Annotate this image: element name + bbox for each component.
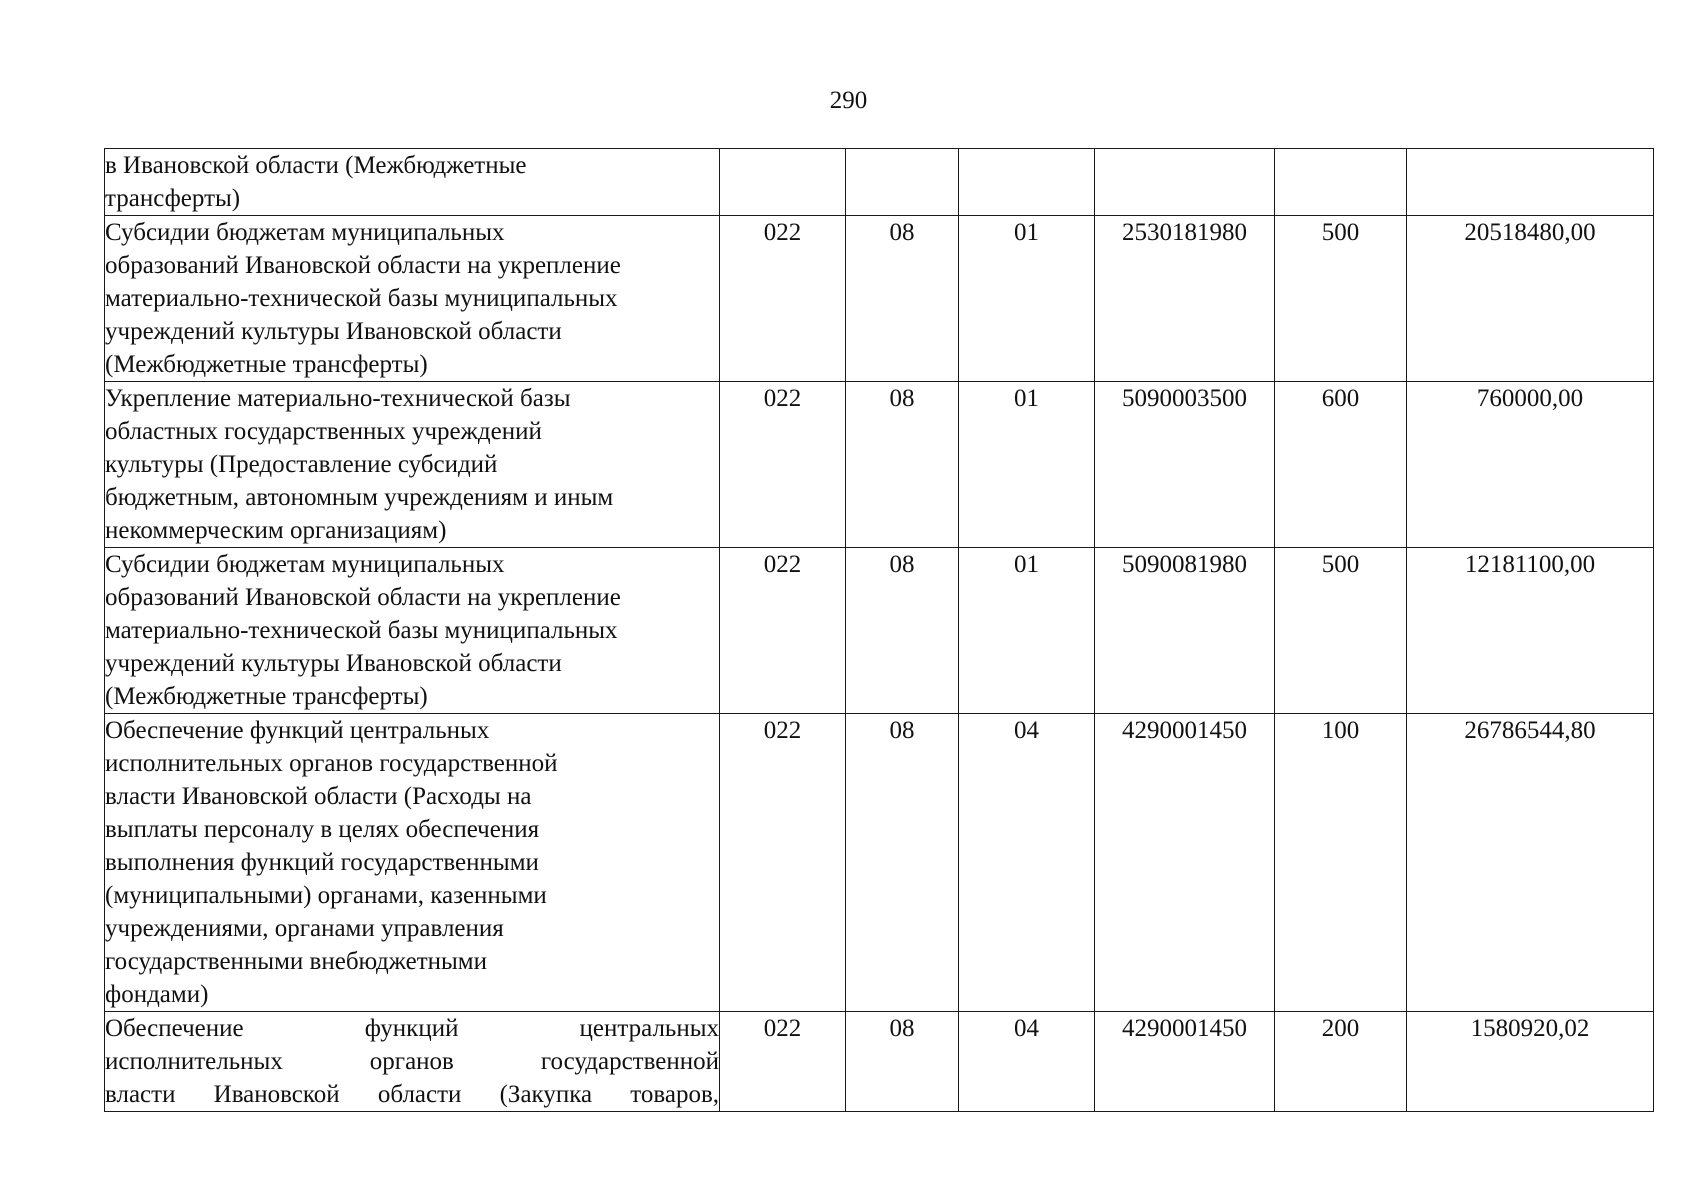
description-line: учреждений культуры Ивановской области	[105, 650, 562, 677]
row-description	[105, 216, 720, 382]
subsection-code: 01	[959, 216, 1095, 382]
description-line: (Межбюджетные трансферты)	[105, 683, 428, 710]
description-line: материально-технической базы муниципальных	[105, 285, 618, 312]
row-description	[105, 149, 720, 216]
amount: 20518480,00	[1407, 216, 1654, 382]
expense-type-code: 600	[1275, 382, 1407, 548]
amount: 26786544,80	[1407, 714, 1654, 1012]
grbs-code: 022	[720, 216, 846, 382]
row-description	[105, 548, 720, 714]
description-line: материально-технической базы муниципальных	[105, 617, 618, 644]
subsection-code: 04	[959, 1012, 1095, 1112]
grbs-code: 022	[720, 382, 846, 548]
section-code: 08	[846, 216, 959, 382]
grbs-code: 022	[720, 548, 846, 714]
description-line: выполнения функций государственными	[105, 849, 539, 876]
row-description	[105, 1012, 720, 1112]
expense-type-code: 200	[1275, 1012, 1407, 1112]
description-line: в Ивановской области (Межбюджетные	[105, 152, 527, 179]
target-item-code: 5090003500	[1095, 382, 1275, 548]
description-line: исполнительных органов государственной	[105, 750, 558, 777]
grbs-code	[720, 149, 846, 216]
description-line: некоммерческим организациям)	[105, 517, 447, 544]
target-item-code: 4290001450	[1095, 714, 1275, 1012]
amount: 12181100,00	[1407, 548, 1654, 714]
section-code: 08	[846, 382, 959, 548]
amount	[1407, 149, 1654, 216]
description-line: областных государственных учреждений	[105, 418, 542, 445]
section-code: 08	[846, 714, 959, 1012]
description-line: (муниципальными) органами, казенными	[105, 882, 547, 909]
description-line: государственными внебюджетными	[105, 948, 488, 975]
section-code: 08	[846, 548, 959, 714]
description-line: культуры (Предоставление субсидий	[105, 451, 498, 478]
target-item-code: 2530181980	[1095, 216, 1275, 382]
description-line: власти Ивановской области (Расходы на	[105, 783, 532, 810]
row-description	[105, 714, 720, 1012]
row-description	[105, 382, 720, 548]
description-line: Укрепление материально-технической базы	[105, 385, 571, 412]
grbs-code: 022	[720, 1012, 846, 1112]
description-line: исполнительных органов государственной	[105, 1048, 719, 1075]
description-line: учреждениями, органами управления	[105, 915, 504, 942]
budget-table	[104, 148, 1654, 1112]
expense-type-code: 100	[1275, 714, 1407, 1012]
expense-type-code	[1275, 149, 1407, 216]
amount: 1580920,02	[1407, 1012, 1654, 1112]
table-row	[105, 1012, 1654, 1112]
description-line: Обеспечение функций центральных	[105, 717, 490, 744]
description-line: фондами)	[105, 981, 209, 1008]
description-line: Субсидии бюджетам муниципальных	[105, 219, 505, 246]
description-line: трансферты)	[105, 185, 241, 212]
description-line: власти Ивановской области (Закупка товаров,	[105, 1081, 719, 1108]
expense-type-code: 500	[1275, 216, 1407, 382]
table-row	[105, 216, 1654, 382]
target-item-code: 5090081980	[1095, 548, 1275, 714]
description-line: (Межбюджетные трансферты)	[105, 351, 428, 378]
subsection-code	[959, 149, 1095, 216]
description-line: учреждений культуры Ивановской области	[105, 318, 562, 345]
subsection-code: 01	[959, 382, 1095, 548]
expense-type-code: 500	[1275, 548, 1407, 714]
description-line: выплаты персоналу в целях обеспечения	[105, 816, 540, 843]
amount: 760000,00	[1407, 382, 1654, 548]
grbs-code: 022	[720, 714, 846, 1012]
target-item-code	[1095, 149, 1275, 216]
table-row	[105, 714, 1654, 1012]
description-line: бюджетным, автономным учреждениям и иным	[105, 484, 614, 511]
page-number: 290	[829, 87, 868, 114]
table-row	[105, 548, 1654, 714]
description-line: образований Ивановской области на укрепление	[105, 584, 621, 611]
description-line: Обеспечение функций центральных	[105, 1015, 719, 1042]
target-item-code: 4290001450	[1095, 1012, 1275, 1112]
section-code	[846, 149, 959, 216]
section-code: 08	[846, 1012, 959, 1112]
table-row	[105, 149, 1654, 216]
table-row	[105, 382, 1654, 548]
description-line: образований Ивановской области на укрепление	[105, 252, 621, 279]
description-line: Субсидии бюджетам муниципальных	[105, 551, 505, 578]
subsection-code: 01	[959, 548, 1095, 714]
subsection-code: 04	[959, 714, 1095, 1012]
